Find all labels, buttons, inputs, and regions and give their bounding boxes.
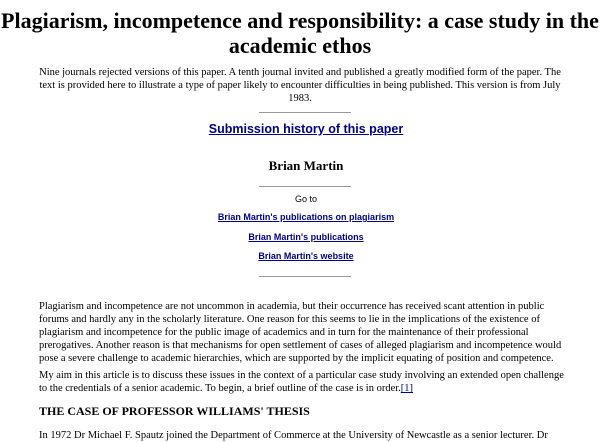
footnote-link[interactable]: [1] — [400, 383, 414, 394]
submission-history-link[interactable]: Submission history of this paper — [208, 122, 404, 136]
body-paragraph: Plagiarism and incompetence are not uncommon in academia, but their occurrence has received scant attention in public forums and hardly any in the scholarly literature. One reason for this seems to lie in the implications of the existence of plagiarism and incompetence for the public image of academics and in turn for the maintenance of their professional prerogatives. Another reason is that mechanisms for open settlement of cases of alleged plagiarism and incompetence would pose a severe challenge to academic hierarchies, which are supported by the implicit equating of position and competence. — [39, 301, 562, 364]
paragraph-text: My aim in this article is to discuss these issues in the context of a particular case study involving an extended open challenge to the credentials of a senior academic. To begin, a brief outline of the case is in order. — [39, 370, 564, 394]
divider — [259, 112, 351, 113]
body-paragraph — [39, 369, 565, 395]
website-link[interactable]: Brian Martin's website — [258, 251, 354, 261]
publications-link[interactable]: Brian Martin's publications — [248, 232, 364, 242]
page-title: Plagiarism, incompetence and responsibility: a case study in the academic ethos — [1, 8, 599, 58]
divider — [259, 186, 351, 187]
intro-text: Nine journals rejected versions of this paper. A tenth journal invited and published a greatly modified form of the paper. The text is provided here to illustrate a type of paper likely to encounter difficulties in being published. This version is from July 1983. — [39, 67, 561, 104]
plagiarism-publications-link[interactable]: Brian Martin's publications on plagiarism — [217, 212, 395, 222]
author-name: Brian Martin — [268, 158, 344, 173]
body-paragraph: In 1972 Dr Michael F. Spautz joined the Department of Commerce at the University of Newcastle as a senior lecturer. Dr — [39, 430, 548, 441]
divider — [259, 276, 351, 277]
section-heading: THE CASE OF PROFESSOR WILLIAMS' THESIS — [39, 404, 310, 418]
goto-label: Go to — [294, 194, 317, 204]
